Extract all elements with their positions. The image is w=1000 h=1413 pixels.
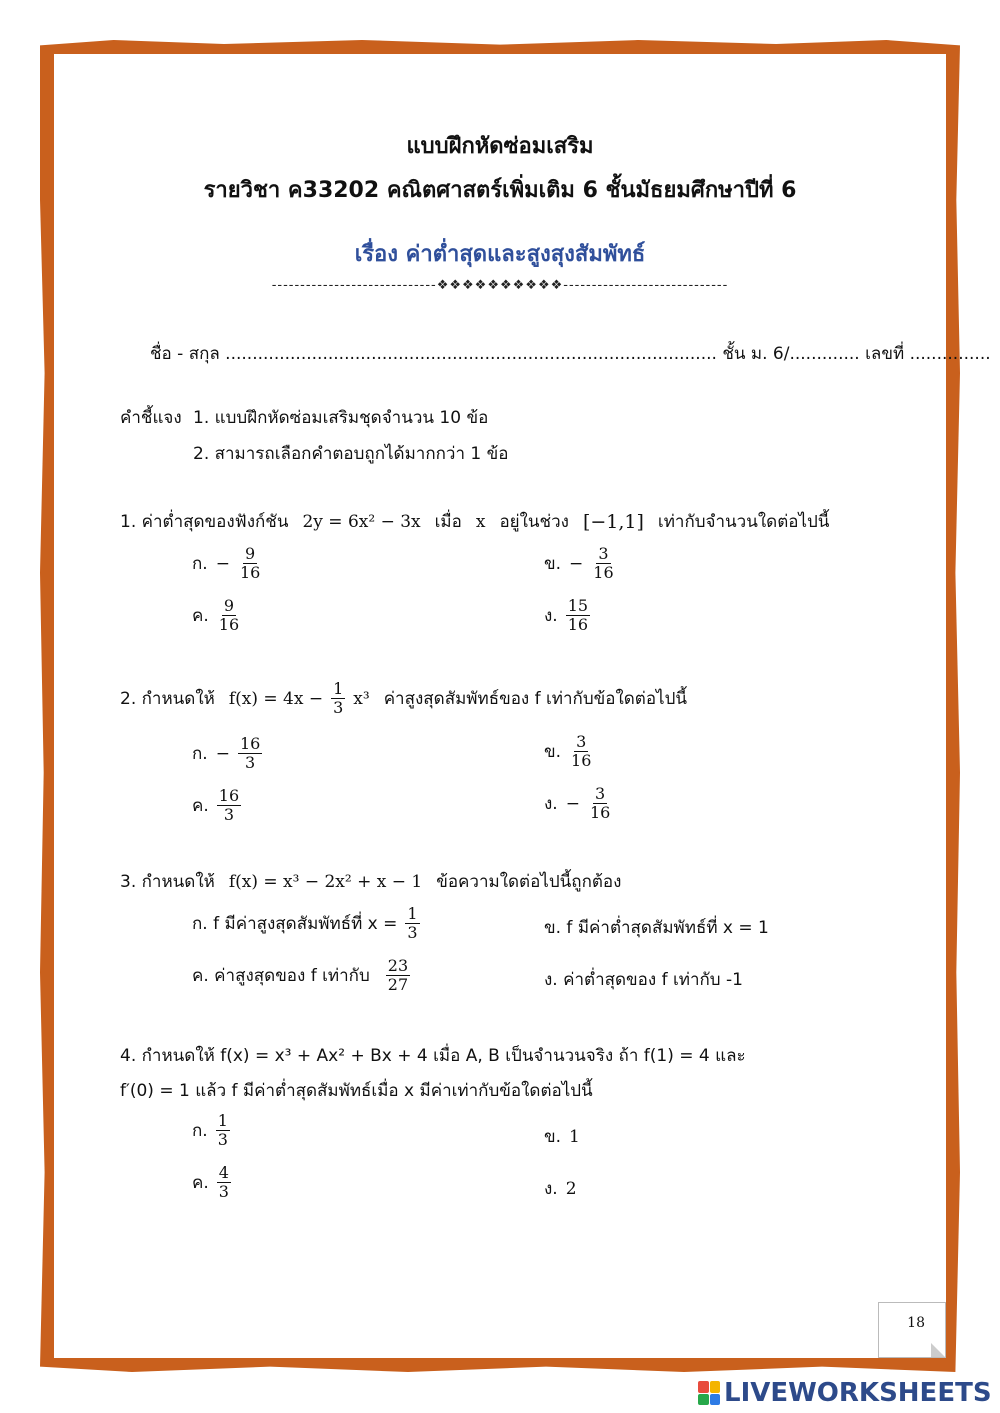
- instructions-label: คำชี้แจง: [120, 408, 182, 428]
- option-fraction: [569, 733, 593, 771]
- option-fraction: [216, 1112, 230, 1150]
- question-1-when: เมื่อ: [434, 512, 462, 532]
- option-label: ง.: [544, 794, 558, 815]
- option-fraction: [217, 1164, 231, 1202]
- q3-option-b[interactable]: [544, 914, 769, 941]
- q2-option-c[interactable]: [192, 787, 241, 825]
- option-fraction: [591, 545, 615, 583]
- liveworksheets-icon: [698, 1381, 720, 1405]
- q3-option-d[interactable]: [544, 966, 743, 993]
- question-1-prefix: 1. ค่าต่ำสุดของฟังก์ชัน: [120, 512, 289, 532]
- brand-name: LIVEWORKSHEETS: [724, 1378, 992, 1408]
- option-text: ค. ค่าสูงสุดของ f เท่ากับ: [192, 966, 370, 987]
- question-4-line-1: 4. กำหนดให้ f(x) = x³ + Ax² + Bx + 4 เมื่อ A, B เป็นจำนวนจริง ถ้า f(1) = 4 และ: [120, 1046, 746, 1066]
- fraction-denominator: 3: [407, 923, 418, 943]
- q4-option-d[interactable]: [544, 1175, 577, 1202]
- fraction-denominator: 16: [567, 615, 589, 635]
- option-fraction: [405, 905, 419, 943]
- question-1-suffix: เท่ากับจำนวนใดต่อไปนี้: [657, 512, 830, 532]
- q1-option-b[interactable]: [544, 545, 616, 583]
- option-fraction: [217, 787, 241, 825]
- option-label: ก.: [192, 744, 208, 765]
- question-2-function-a: f(x) = 4x −: [228, 688, 324, 709]
- fraction-denominator: 3: [333, 698, 344, 718]
- fraction-denominator: 3: [218, 1182, 229, 1202]
- instruction-item-1: 1. แบบฝึกหัดซ่อมเสริมชุดจำนวน 10 ข้อ: [193, 408, 489, 428]
- fraction-denominator: 16: [218, 615, 240, 635]
- student-info-line: ชื่อ - สกุล ........................................................................................... ชั้น ม. 6/............. เลขที่ ...............: [150, 344, 991, 364]
- fraction-denominator: 16: [589, 803, 611, 823]
- option-label: ค.: [192, 606, 209, 627]
- q4-option-a[interactable]: [192, 1112, 230, 1150]
- fraction-numerator: 16: [239, 734, 261, 753]
- fraction-numerator: 3: [595, 784, 606, 803]
- divider: -----------------------------❖❖❖❖❖❖❖❖❖❖-----------------------------: [271, 278, 729, 293]
- q3-option-a[interactable]: [192, 905, 420, 943]
- q4-option-c[interactable]: [192, 1164, 231, 1202]
- option-sign: −: [215, 743, 230, 764]
- fraction-numerator: 9: [245, 544, 256, 563]
- fraction-numerator: 1: [333, 679, 344, 698]
- question-3-suffix: ข้อความใดต่อไปนี้ถูกต้อง: [436, 872, 622, 892]
- option-fraction: [566, 597, 590, 635]
- option-label: ก.: [192, 1121, 208, 1142]
- option-text: ข. f มีค่าต่ำสุดสัมพัทธ์ที่ x = 1: [544, 918, 769, 938]
- fraction-denominator: 16: [239, 563, 261, 583]
- option-label: ข.: [544, 742, 562, 763]
- option-fraction: [217, 597, 241, 635]
- option-label: ข.: [544, 1127, 562, 1147]
- worksheet-title: แบบฝึกหัดซ่อมเสริม: [406, 134, 594, 159]
- option-value: 2: [565, 1178, 577, 1199]
- option-label: ก.: [192, 554, 208, 575]
- fraction-numerator: 15: [567, 596, 589, 615]
- q1-option-d[interactable]: [544, 597, 590, 635]
- question-4-line-2: f′(0) = 1 แล้ว f มีค่าต่ำสุดสัมพัทธ์เมื่อ x มีค่าเท่ากับข้อใดต่อไปนี้: [120, 1081, 593, 1101]
- fraction-denominator: 3: [245, 753, 256, 773]
- option-label: ค.: [192, 796, 209, 817]
- fraction-numerator: 4: [218, 1163, 229, 1182]
- q1-option-c[interactable]: [192, 597, 241, 635]
- course-title: รายวิชา ค33202 คณิตศาสตร์เพิ่มเติม 6 ชั้นมัธยมศึกษาปีที่ 6: [203, 178, 797, 203]
- fraction-numerator: 23: [387, 956, 409, 975]
- fraction-numerator: 3: [598, 544, 609, 563]
- option-value: 1: [569, 1126, 580, 1147]
- option-sign: −: [215, 553, 230, 574]
- fraction-numerator: 3: [576, 732, 587, 751]
- question-2-suffix: ค่าสูงสุดสัมพัทธ์ของ f เท่ากับข้อใดต่อไปนี้: [383, 689, 688, 710]
- question-1-range-text: อยู่ในช่วง: [499, 512, 569, 532]
- option-label: ง.: [544, 1179, 558, 1199]
- question-1-var: x: [475, 511, 486, 532]
- q2-option-a[interactable]: [192, 735, 262, 773]
- brand-logo[interactable]: [698, 1378, 992, 1408]
- q2-option-b[interactable]: [544, 733, 593, 771]
- option-label: ข.: [544, 554, 562, 575]
- option-fraction: [238, 735, 262, 773]
- instruction-item-2: 2. สามารถเลือกคำตอบถูกได้มากกว่า 1 ข้อ: [193, 444, 509, 464]
- topic-title: เรื่อง ค่าต่ำสุดและสูงสุงสัมพัทธ์: [354, 242, 646, 267]
- q4-option-b[interactable]: [544, 1123, 580, 1150]
- option-fraction: [386, 957, 410, 995]
- fraction-denominator: 3: [217, 1130, 228, 1150]
- q1-option-a[interactable]: [192, 545, 262, 583]
- question-3: [120, 868, 621, 895]
- question-1-interval: [−1,1]: [582, 510, 644, 533]
- option-fraction: [238, 545, 262, 583]
- option-text: ง. ค่าต่ำสุดของ f เท่ากับ -1: [544, 970, 743, 990]
- fraction-denominator: 3: [223, 805, 235, 825]
- question-1: [120, 508, 829, 535]
- q2-option-d[interactable]: [544, 785, 612, 823]
- question-2-function-b: x³: [353, 688, 370, 709]
- fraction-denominator: 16: [571, 751, 592, 771]
- question-2: [120, 680, 687, 718]
- fraction-numerator: 16: [218, 786, 240, 805]
- option-label: ง.: [544, 606, 558, 627]
- page-fold-icon: [931, 1343, 945, 1357]
- fraction-numerator: 9: [223, 596, 235, 615]
- option-fraction: [588, 785, 612, 823]
- question-3-prefix: 3. กำหนดให้: [120, 872, 215, 892]
- fraction-denominator: 27: [387, 975, 409, 995]
- q3-option-c[interactable]: [192, 957, 410, 995]
- question-3-function: f(x) = x³ − 2x² + x − 1: [228, 871, 423, 892]
- option-text: ก. f มีค่าสูงสุดสัมพัทธ์ที่ x =: [192, 914, 398, 935]
- fraction-denominator: 16: [593, 563, 614, 583]
- question-2-prefix: 2. กำหนดให้: [120, 689, 215, 710]
- fraction-numerator: 1: [407, 904, 418, 923]
- fraction-numerator: 1: [217, 1111, 228, 1130]
- option-label: ค.: [192, 1173, 209, 1194]
- option-sign: −: [569, 553, 584, 574]
- question-1-function: 2y = 6x² − 3x: [302, 511, 421, 532]
- question-2-fraction: [331, 680, 345, 718]
- option-sign: −: [565, 793, 580, 814]
- page-number-box: [878, 1302, 946, 1358]
- page-number: 18: [907, 1315, 925, 1331]
